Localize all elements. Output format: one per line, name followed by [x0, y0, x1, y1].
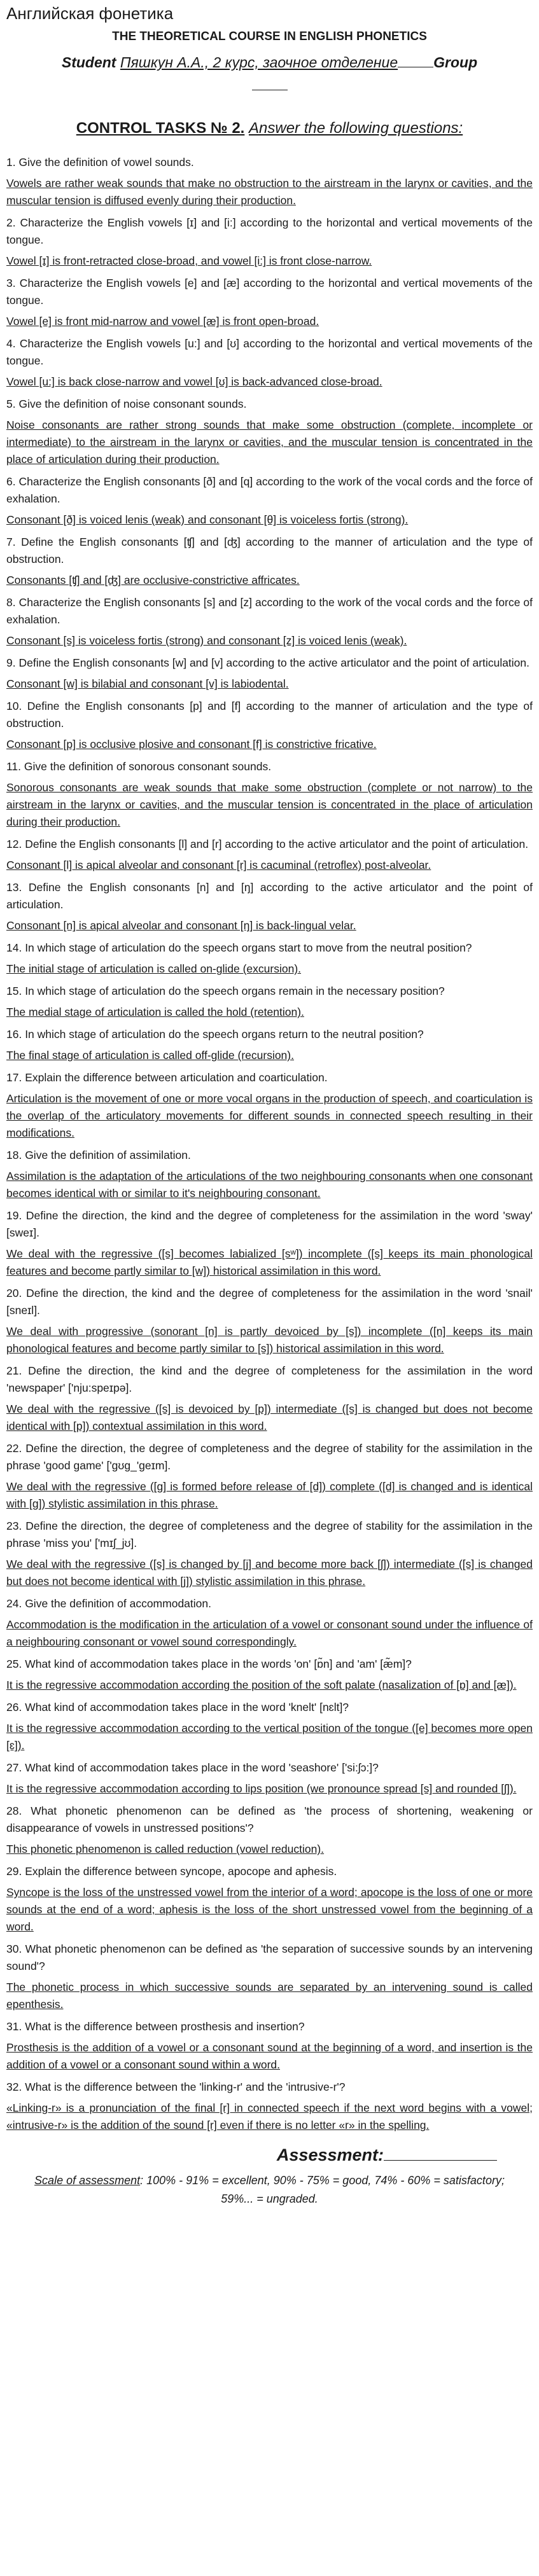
qa-item [6, 214, 533, 270]
question-text: 21. Define the direction, the kind and the degree of completeness for the assimilation in the word 'newspaper' ['nju:speɪpə]. [6, 1364, 533, 1395]
question-text: 32. What is the difference between the 'linking-r' and the 'intrusive-r'? [6, 2081, 346, 2094]
answer-text: We deal with the regressive ([s] becomes labialized [sʷ]) incomplete ([s] keeps its main phonological features and become partly similar to [w]) historical assimilation in this word. [6, 1247, 533, 1278]
answer-text: We deal with the regressive ([g] is formed before release of [d]) complete ([d] is changed and is identical with [g]) stylistic assimilation in this phrase. [6, 1480, 533, 1511]
answer-text: The phonetic process in which successive sounds are separated by an intervening sound is called epenthesis. [6, 1981, 533, 2011]
qa-item [6, 1595, 533, 1651]
question-text: 7. Define the English consonants [ʧ] and [ʤ] according to the manner of articulation and the type of obstruction. [6, 536, 533, 566]
answer-text: Syncope is the loss of the unstressed vowel from the interior of a word; apocope is the loss of one or more sounds at the end of a word; aphesis is the loss of the short unstressed vowel from the beginning of a word. [6, 1886, 533, 1934]
answer-text: Consonant [w] is bilabial and consonant [v] is labiodental. [6, 677, 289, 691]
qa-item [6, 2018, 533, 2074]
answer-text: We deal with the regressive ([s] is devoiced by [p]) intermediate ([s] is changed but does not become identical with [p]) contextual assimilation in this word. [6, 1402, 533, 1433]
qa-item [6, 1699, 533, 1754]
answer-text: Articulation is the movement of one or more vocal organs in the production of speech, and coarticulation is the overlap of the articulatory movements for different sounds in connected speech resulting in their modifications. [6, 1092, 533, 1140]
qa-item [6, 594, 533, 649]
student-blank-line [398, 55, 433, 67]
student-value: Пяшкун А.А., 2 курс, заочное отделение [120, 54, 398, 71]
answer-text: We deal with the regressive ([s] is changed by [j] and become more back [ʃ]) intermediate ([s] is changed but does not become identical with [j]) stylistic assimilation in this phrase. [6, 1558, 533, 1588]
qa-item [6, 879, 533, 934]
answer-text: It is the regressive accommodation according to lips position (we pronounce spread [s] and rounded [ʃ]). [6, 1782, 517, 1796]
qa-item [6, 2079, 533, 2134]
qa-item [6, 1147, 533, 1202]
question-text: 2. Characterize the English vowels [ɪ] and [i:] according to the horizontal and vertical movements of the tongue. [6, 216, 533, 247]
qa-item [6, 1803, 533, 1858]
answer-text: «Linking-r» is a pronunciation of the final [r] in connected speech if the next word begins with a vowel; «intrusive-r» is the addition of the sound [r] even if there is no letter «r» in the spelling. [6, 2102, 533, 2132]
qa-item [6, 698, 533, 753]
scale-label: Scale of assessment [34, 2174, 141, 2187]
question-text: 26. What kind of accommodation takes place in the word 'knelt' [nɛlt]? [6, 1701, 349, 1714]
qa-item [6, 836, 533, 874]
control-subtitle: Answer the following questions: [249, 120, 463, 137]
qa-item [6, 1026, 533, 1064]
question-text: 18. Give the definition of assimilation. [6, 1149, 191, 1162]
question-text: 1. Give the definition of vowel sounds. [6, 156, 194, 169]
student-line [6, 52, 533, 97]
answer-text: Noise consonants are rather strong sounds that make some obstruction (complete, incomplete or intermediate) to the airstream in the larynx or cavities, and the muscular tension is concentrated in the place of articulation during their production. [6, 419, 533, 466]
qa-item [6, 1440, 533, 1513]
question-text: 25. What kind of accommodation takes place in the words 'on' [ɒ̃n] and 'am' [æ̃m]? [6, 1658, 412, 1671]
question-text: 22. Define the direction, the degree of completeness and the degree of stability for the assimilation in the phrase 'good game' ['gʊɡ_'geɪm]. [6, 1442, 533, 1472]
answer-text: Consonant [l] is apical alveolar and consonant [r] is cacuminal (retroflex) post-alveolar. [6, 859, 431, 872]
group-label: Group [433, 54, 478, 71]
question-text: 29. Explain the difference between syncope, apocope and aphesis. [6, 1865, 337, 1878]
question-text: 17. Explain the difference between articulation and coarticulation. [6, 1071, 328, 1084]
scale-text: : 100% - 91% = excellent, 90% - 75% = good, 74% - 60% = satisfactory; 59%... = ungraded. [140, 2174, 505, 2206]
course-title: THE THEORETICAL COURSE IN ENGLISH PHONETICS [112, 30, 427, 43]
answer-text: It is the regressive accommodation according the position of the soft palate (nasalization of [ɒ] and [æ]). [6, 1679, 517, 1692]
answer-text: Vowel [ɪ] is front-retracted close-broad, and vowel [i:] is front close-narrow. [6, 254, 372, 268]
answer-text: The initial stage of articulation is called on-glide (excursion). [6, 962, 302, 976]
question-text: 9. Define the English consonants [w] and [v] according to the active articulator and the point of articulation. [6, 656, 530, 670]
question-text: 15. In which stage of articulation do the speech organs remain in the necessary position? [6, 985, 445, 998]
answer-text: It is the regressive accommodation according to the vertical position of the tongue ([e] becomes more open [ɛ]). [6, 1722, 533, 1752]
question-text: 28. What phonetic phenomenon can be defined as 'the process of shortening, weakening or disappearance of vowels in unstressed positions'? [6, 1804, 533, 1835]
answer-text: Consonant [n] is apical alveolar and consonant [ŋ] is back-lingual velar. [6, 919, 356, 932]
question-text: 16. In which stage of articulation do the speech organs return to the neutral position? [6, 1028, 424, 1041]
qa-item [6, 335, 533, 391]
answer-text: Vowels are rather weak sounds that make no obstruction to the airstream in the larynx or cavities, and the muscular tension is diffused evenly during their production. [6, 177, 533, 207]
question-text: 30. What phonetic phenomenon can be defined as 'the separation of successive sounds by an intervening sound'? [6, 1942, 533, 1973]
top-title: Английская фонетика [6, 4, 174, 23]
qa-item [6, 1362, 533, 1435]
qa-item [6, 1518, 533, 1590]
qa-item [6, 654, 533, 693]
answer-text: Sonorous consonants are weak sounds that make some obstruction (complete or not narrow) to the airstream in the larynx or cavities, and the muscular tension is concentrated in the place of articulation during their production. [6, 781, 533, 829]
group-blank-line [252, 78, 288, 90]
question-text: 13. Define the English consonants [n] and [ŋ] according to the active articulator and the point of articulation. [6, 881, 533, 911]
qa-item [6, 473, 533, 529]
answer-text: Assimilation is the adaptation of the articulations of the two neighbouring consonants when one consonant becomes identical with or similar to it's neighbouring consonant. [6, 1170, 533, 1200]
qa-item [6, 1285, 533, 1357]
question-text: 14. In which stage of articulation do the speech organs start to move from the neutral position? [6, 941, 472, 955]
answer-text: Accommodation is the modification in the articulation of a vowel or consonant sound under the influence of a neighbouring consonant or vowel sound correspondingly. [6, 1618, 533, 1649]
answer-text: The medial stage of articulation is called the hold (retention). [6, 1006, 304, 1019]
assessment-line [6, 2145, 497, 2165]
answer-text: Vowel [u:] is back close-narrow and vowel [ʊ] is back-advanced close-broad. [6, 375, 382, 389]
student-label: Student [61, 54, 116, 71]
answer-text: Vowel [e] is front mid-narrow and vowel [æ] is front open-broad. [6, 315, 319, 328]
assessment-scale [32, 2171, 507, 2208]
question-text: 19. Define the direction, the kind and the degree of completeness for the assimilation in the word 'sway' [sweɪ]. [6, 1209, 533, 1240]
question-text: 3. Characterize the English vowels [e] and [æ] according to the horizontal and vertical movements of the tongue. [6, 277, 533, 307]
qa-item [6, 396, 533, 468]
qa-item [6, 154, 533, 209]
answer-text: Consonant [s] is voiceless fortis (strong) and consonant [z] is voiced lenis (weak). [6, 634, 407, 647]
assessment-label: Assessment: [276, 2145, 384, 2165]
answer-text: We deal with progressive (sonorant [n] is partly devoiced by [s]) incomplete ([n] keeps its main phonological features and become partly similar to [s]) historical assimilation in this word. [6, 1325, 533, 1355]
question-text: 5. Give the definition of noise consonant sounds. [6, 398, 247, 411]
qa-item [6, 1759, 533, 1797]
qa-item [6, 983, 533, 1021]
question-text: 8. Characterize the English consonants [s] and [z] according to the work of the vocal cords and the force of exhalation. [6, 596, 533, 627]
qa-item [6, 1656, 533, 1694]
question-text: 23. Define the direction, the degree of completeness and the degree of stability for the assimilation in the phrase 'miss you' ['mɪʃ_jʊ]. [6, 1520, 533, 1550]
qa-item [6, 534, 533, 589]
assessment-blank-line [384, 2147, 497, 2161]
control-tasks-heading [6, 120, 533, 137]
question-text: 12. Define the English consonants [l] and [r] according to the active articulator and the point of articulation. [6, 838, 529, 851]
answer-text: Consonant [p] is occlusive plosive and consonant [f] is constrictive fricative. [6, 738, 377, 751]
question-text: 31. What is the difference between prosthesis and insertion? [6, 2020, 305, 2033]
answer-text: Consonant [ð] is voiced lenis (weak) and consonant [θ] is voiceless fortis (strong). [6, 513, 409, 527]
qa-item [6, 758, 533, 831]
question-text: 4. Characterize the English vowels [u:] and [ʊ] according to the horizontal and vertical movements of the tongue. [6, 337, 533, 368]
qa-item [6, 1941, 533, 2013]
question-text: 27. What kind of accommodation takes place in the word 'seashore' ['si:ʃɔ:]? [6, 1761, 379, 1775]
qa-item [6, 1207, 533, 1280]
qa-item [6, 939, 533, 978]
question-answer-list [6, 154, 533, 2134]
qa-item [6, 1069, 533, 1142]
qa-item [6, 1863, 533, 1935]
answer-text: Consonants [ʧ] and [ʤ] are occlusive-constrictive affricates. [6, 574, 300, 587]
question-text: 10. Define the English consonants [p] and [f] according to the manner of articulation and the type of obstruction. [6, 700, 533, 730]
question-text: 24. Give the definition of accommodation. [6, 1597, 211, 1610]
answer-text: Prosthesis is the addition of a vowel or a consonant sound at the beginning of a word, and insertion is the addition of a vowel or a consonant sound within a word. [6, 2041, 533, 2072]
qa-item [6, 275, 533, 330]
question-text: 6. Characterize the English consonants [ð] and [q] according to the work of the vocal cords and the force of exhalation. [6, 475, 533, 506]
answer-text: This phonetic phenomenon is called reduction (vowel reduction). [6, 1843, 325, 1856]
question-text: 20. Define the direction, the kind and the degree of completeness for the assimilation in the word 'snail' [sneɪl]. [6, 1287, 533, 1317]
control-title: CONTROL TASKS № 2. [76, 120, 245, 137]
answer-text: The final stage of articulation is called off-glide (recursion). [6, 1049, 294, 1062]
question-text: 11. Give the definition of sonorous consonant sounds. [6, 760, 272, 773]
